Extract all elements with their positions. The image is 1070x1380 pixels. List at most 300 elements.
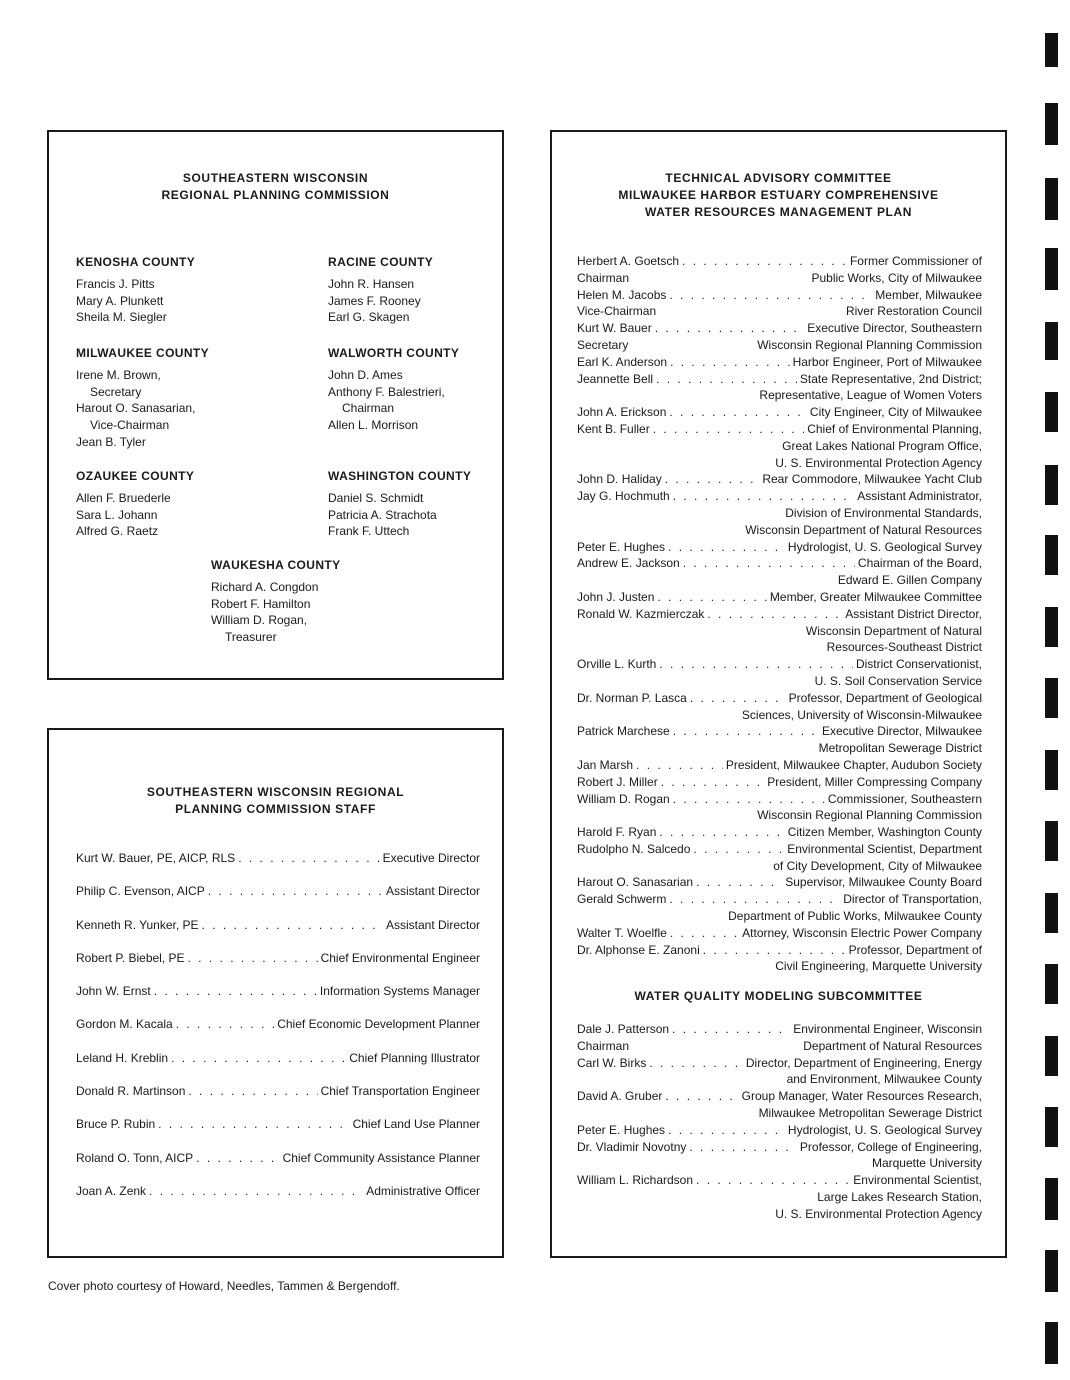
member-name: William L. Richardson bbox=[577, 1173, 694, 1188]
leader-dots bbox=[196, 1150, 279, 1167]
commissioner-name: Frank F. Uttech bbox=[328, 524, 410, 539]
leader-dots bbox=[693, 841, 784, 858]
staff-name: Kurt W. Bauer, PE, AICP, RLS bbox=[76, 851, 236, 865]
member-role-text: Great Lakes National Program Office, bbox=[782, 438, 982, 453]
staff-name: Philip C. Evenson, AICP bbox=[76, 884, 205, 899]
member-role: Assistant District Director, bbox=[845, 606, 982, 621]
member-role-continued bbox=[577, 623, 982, 640]
member-role-continued bbox=[577, 740, 982, 757]
binding-mark bbox=[1045, 103, 1058, 145]
member-name: Rudolpho N. Salcedo bbox=[577, 841, 691, 856]
committee-member bbox=[577, 874, 982, 891]
commissioner-office: Secretary bbox=[90, 384, 142, 399]
leader-dots bbox=[158, 1116, 349, 1133]
leader-dots bbox=[668, 539, 785, 556]
member-role-continued bbox=[577, 522, 982, 539]
member-role: President, Milwaukee Chapter, Audubon Society bbox=[725, 757, 982, 772]
commissioner-name: Mary A. Plunkett bbox=[76, 293, 164, 308]
member-name: Harold F. Ryan bbox=[577, 825, 657, 840]
committee-member bbox=[577, 320, 982, 354]
staff-name: Joan A. Zenk bbox=[76, 1183, 147, 1198]
committee-member bbox=[577, 774, 982, 791]
member-role: Professor, Department of bbox=[848, 942, 982, 957]
binding-mark bbox=[1045, 178, 1058, 220]
committee-member-line bbox=[577, 723, 982, 740]
member-name: Dr. Norman P. Lasca bbox=[577, 690, 687, 705]
commissioner-name: John R. Hansen bbox=[328, 276, 415, 291]
staff-box bbox=[47, 728, 504, 1258]
member-role-text: Metropolitan Sewerage District bbox=[818, 741, 982, 756]
county-name: KENOSHA COUNTY bbox=[76, 255, 196, 269]
commissioner-office: Chairman bbox=[342, 401, 395, 416]
subcommittee-title: WATER QUALITY MODELING SUBCOMMITTEE bbox=[634, 989, 923, 1003]
member-role-text: Resources-Southeast District bbox=[826, 640, 982, 655]
committee-member bbox=[577, 1172, 982, 1222]
binding-mark bbox=[1045, 535, 1058, 575]
committee-member bbox=[577, 925, 982, 942]
member-role-text: River Restoration Council bbox=[845, 304, 982, 319]
member-role-continued bbox=[577, 1206, 982, 1223]
leader-dots bbox=[669, 287, 872, 304]
member-role-continued bbox=[577, 505, 982, 522]
committee-member bbox=[577, 589, 982, 606]
member-role-text: Wisconsin Department of Natural Resources bbox=[745, 522, 982, 537]
member-role-text: U. S. Environmental Protection Agency bbox=[775, 1206, 982, 1221]
commissioner bbox=[76, 434, 276, 451]
commissioner-office: Vice-Chairman bbox=[90, 418, 170, 433]
committee-member bbox=[577, 723, 982, 757]
committee-member-line bbox=[577, 471, 982, 488]
committee-office: Chairman bbox=[577, 1038, 630, 1053]
leader-dots bbox=[690, 690, 786, 707]
county-block bbox=[76, 254, 276, 326]
member-role-continued bbox=[577, 438, 982, 455]
commissioner bbox=[76, 309, 276, 326]
member-role-text: Department of Public Works, Milwaukee County bbox=[728, 909, 982, 924]
committee-member-line bbox=[577, 589, 982, 606]
member-name: Dr. Vladimir Novotny bbox=[577, 1139, 687, 1154]
member-role: Citizen Member, Washington County bbox=[787, 825, 982, 840]
committee-member-line bbox=[577, 488, 982, 505]
commissioner-name: William D. Rogan, bbox=[211, 613, 308, 628]
staff-row bbox=[76, 1016, 480, 1049]
committee-member bbox=[577, 354, 982, 371]
member-name: Walter T. Woelfle bbox=[577, 925, 667, 940]
staff-title: Assistant Director bbox=[385, 884, 480, 899]
staff-title bbox=[49, 784, 502, 818]
county-name: RACINE COUNTY bbox=[328, 255, 434, 269]
leader-dots bbox=[668, 1122, 785, 1139]
commissioner bbox=[328, 276, 528, 293]
county-name: WAUKESHA COUNTY bbox=[211, 558, 341, 572]
commissioner-name: Sheila M. Siegler bbox=[76, 310, 167, 325]
staff-name: Robert P. Biebel, PE bbox=[76, 950, 185, 965]
member-role: Chairman of the Board, bbox=[857, 556, 982, 571]
committee-member-line bbox=[577, 925, 982, 942]
member-name: Peter E. Hughes bbox=[577, 539, 666, 554]
cover-photo-caption: Cover photo courtesy of Howard, Needles, Tammen & Bergendoff. bbox=[48, 1279, 400, 1293]
member-role: President, Miller Compressing Company bbox=[767, 774, 982, 789]
committee-member bbox=[577, 421, 982, 471]
member-role-text: Wisconsin Regional Planning Commission bbox=[757, 337, 982, 352]
leader-dots bbox=[238, 850, 379, 867]
leader-dots bbox=[202, 917, 383, 934]
member-name: Kent B. Fuller bbox=[577, 421, 650, 436]
staff-row bbox=[76, 883, 480, 916]
commissioner bbox=[211, 579, 411, 596]
member-name: Dr. Alphonse E. Zanoni bbox=[577, 942, 700, 957]
county-name: MILWAUKEE COUNTY bbox=[76, 346, 210, 360]
leader-dots bbox=[656, 371, 797, 388]
leader-dots bbox=[673, 791, 825, 808]
member-name: Jay G. Hochmuth bbox=[577, 489, 670, 504]
member-name: David A. Gruber bbox=[577, 1089, 663, 1104]
binding-mark bbox=[1045, 607, 1058, 647]
subcommittee-member-list bbox=[577, 1021, 982, 1223]
member-name: Kurt W. Bauer bbox=[577, 321, 652, 336]
leader-dots bbox=[670, 354, 790, 371]
member-role-text: U. S. Soil Conservation Service bbox=[814, 673, 982, 688]
member-role: Assistant Administrator, bbox=[857, 489, 982, 504]
staff-title-line2: PLANNING COMMISSION STAFF bbox=[175, 802, 376, 816]
commissioner-name: James F. Rooney bbox=[328, 293, 421, 308]
tac-title-line1: TECHNICAL ADVISORY COMMITTEE bbox=[665, 171, 892, 185]
member-role-text: Public Works, City of Milwaukee bbox=[811, 270, 982, 285]
leader-dots bbox=[669, 891, 840, 908]
staff-title: Chief Economic Development Planner bbox=[277, 1017, 480, 1032]
committee-member-line bbox=[577, 874, 982, 891]
committee-member-line bbox=[577, 656, 982, 673]
member-role-text: Representative, League of Women Voters bbox=[759, 388, 982, 403]
member-name: John J. Justen bbox=[577, 589, 655, 604]
commissioner-name: Jean B. Tyler bbox=[76, 434, 146, 449]
commission-title-line1: SOUTHEASTERN WISCONSIN bbox=[182, 171, 369, 185]
leader-dots bbox=[673, 723, 819, 740]
committee-member bbox=[577, 757, 982, 774]
committee-office: Vice-Chairman bbox=[577, 304, 657, 319]
binding-mark bbox=[1045, 678, 1058, 718]
member-role-text: Wisconsin Regional Planning Commission bbox=[757, 808, 982, 823]
member-role: Hydrologist, U. S. Geological Survey bbox=[787, 1122, 982, 1137]
member-role-continued bbox=[577, 908, 982, 925]
commissioner bbox=[211, 596, 411, 613]
binding-mark bbox=[1045, 1322, 1058, 1364]
member-role-continued bbox=[577, 1155, 982, 1172]
member-role: Professor, Department of Geological bbox=[788, 690, 982, 705]
committee-member-line bbox=[577, 891, 982, 908]
member-role: Executive Director, Southeastern bbox=[807, 321, 982, 336]
commissioner bbox=[76, 276, 276, 293]
county-block bbox=[328, 254, 528, 326]
commissioner-name: Sara L. Johann bbox=[76, 507, 158, 522]
committee-member bbox=[577, 1122, 982, 1139]
commissioner-name: Irene M. Brown, bbox=[76, 367, 161, 382]
leader-dots bbox=[683, 555, 855, 572]
committee-member-line bbox=[577, 1122, 982, 1139]
member-role: Hydrologist, U. S. Geological Survey bbox=[787, 539, 982, 554]
commissioner bbox=[211, 612, 411, 646]
member-role-text: of City Development, City of Milwaukee bbox=[773, 858, 982, 873]
member-role: Environmental Scientist, bbox=[853, 1173, 982, 1188]
committee-member-line bbox=[577, 774, 982, 791]
binding-mark bbox=[1045, 1107, 1058, 1147]
committee-member bbox=[577, 287, 982, 321]
commissioner bbox=[328, 384, 528, 418]
commissioner bbox=[328, 293, 528, 310]
member-role: City Engineer, City of Milwaukee bbox=[809, 405, 982, 420]
commissioner bbox=[328, 367, 528, 384]
leader-dots bbox=[154, 983, 317, 1000]
committee-member-line bbox=[577, 757, 982, 774]
committee-member bbox=[577, 1139, 982, 1173]
member-name: Carl W. Birks bbox=[577, 1055, 647, 1070]
committee-member-line bbox=[577, 1021, 982, 1038]
staff-row bbox=[76, 1050, 480, 1083]
member-role-continued bbox=[577, 303, 982, 320]
committee-member-line bbox=[577, 287, 982, 304]
leader-dots bbox=[188, 950, 318, 967]
member-role: Director, Department of Engineering, Energy bbox=[745, 1055, 982, 1070]
member-role-continued bbox=[577, 673, 982, 690]
leader-dots bbox=[703, 942, 846, 959]
member-role: Group Manager, Water Resources Research, bbox=[741, 1089, 982, 1104]
staff-name: Roland O. Tonn, AICP bbox=[76, 1150, 194, 1165]
leader-dots bbox=[696, 874, 782, 891]
member-role-continued bbox=[577, 807, 982, 824]
leader-dots bbox=[657, 589, 767, 606]
member-role-continued bbox=[577, 387, 982, 404]
county-name: OZAUKEE COUNTY bbox=[76, 469, 195, 483]
staff-title-line1: SOUTHEASTERN WISCONSIN REGIONAL bbox=[146, 785, 405, 799]
member-role-text: Milwaukee Metropolitan Sewerage District bbox=[758, 1105, 982, 1120]
member-role-continued bbox=[577, 337, 982, 354]
technical-advisory-committee-box bbox=[550, 130, 1007, 1258]
leader-dots bbox=[669, 404, 807, 421]
commissioner bbox=[328, 309, 528, 326]
leader-dots bbox=[665, 1088, 738, 1105]
commissioner-name: Alfred G. Raetz bbox=[76, 524, 159, 539]
commission-box bbox=[47, 130, 504, 680]
member-role: Commissioner, Southeastern bbox=[827, 791, 982, 806]
leader-dots bbox=[661, 774, 765, 791]
commissioner bbox=[76, 293, 276, 310]
committee-member-line bbox=[577, 404, 982, 421]
commissioner bbox=[76, 367, 276, 401]
member-name: Ronald W. Kazmierczak bbox=[577, 606, 705, 621]
staff-name: Kenneth R. Yunker, PE bbox=[76, 917, 199, 932]
committee-member bbox=[577, 791, 982, 825]
staff-title: Chief Land Use Planner bbox=[352, 1117, 480, 1132]
member-role-text: Edward E. Gillen Company bbox=[837, 573, 982, 588]
binding-mark bbox=[1045, 248, 1058, 290]
committee-member-line bbox=[577, 371, 982, 388]
binding-mark bbox=[1045, 465, 1058, 505]
leader-dots bbox=[149, 1183, 363, 1200]
leader-dots bbox=[670, 925, 739, 942]
commissioner-name: Richard A. Congdon bbox=[211, 579, 319, 594]
committee-member-line bbox=[577, 1172, 982, 1189]
staff-name: John W. Ernst bbox=[76, 984, 151, 999]
leader-dots bbox=[655, 320, 805, 337]
binding-mark bbox=[1045, 821, 1058, 861]
committee-member bbox=[577, 1055, 982, 1089]
staff-title: Chief Planning Illustrator bbox=[349, 1050, 480, 1065]
member-name: William D. Rogan bbox=[577, 791, 670, 806]
staff-title: Administrative Officer bbox=[366, 1183, 480, 1198]
leader-dots bbox=[682, 253, 847, 270]
commissioner-name: Robert F. Hamilton bbox=[211, 596, 311, 611]
member-name: Peter E. Hughes bbox=[577, 1122, 666, 1137]
committee-member-line bbox=[577, 555, 982, 572]
tac-title-line3: WATER RESOURCES MANAGEMENT PLAN bbox=[644, 205, 913, 219]
committee-member-line bbox=[577, 824, 982, 841]
leader-dots bbox=[208, 883, 383, 900]
binding-mark bbox=[1045, 1178, 1058, 1220]
leader-dots bbox=[672, 1021, 790, 1038]
tac-title bbox=[552, 170, 1005, 221]
commissioner-name: Harout O. Sanasarian, bbox=[76, 401, 196, 416]
member-role-text: Sciences, University of Wisconsin-Milwaukee bbox=[741, 707, 982, 722]
staff-list bbox=[76, 850, 480, 1216]
leader-dots bbox=[636, 757, 723, 774]
commissioner-name: Patricia A. Strachota bbox=[328, 507, 437, 522]
binding-mark bbox=[1045, 392, 1058, 432]
member-name: Orville L. Kurth bbox=[577, 657, 657, 672]
county-block bbox=[328, 468, 528, 540]
committee-member-line bbox=[577, 1055, 982, 1072]
commissioner-name: Francis J. Pitts bbox=[76, 276, 155, 291]
committee-member bbox=[577, 1088, 982, 1122]
member-name: Jeannette Bell bbox=[577, 371, 654, 386]
commissioner bbox=[328, 490, 528, 507]
committee-member-line bbox=[577, 606, 982, 623]
committee-office: Chairman bbox=[577, 270, 630, 285]
member-name: Herbert A. Goetsch bbox=[577, 254, 680, 268]
member-role: Environmental Scientist, Department bbox=[787, 841, 982, 856]
member-role: Director of Transportation, bbox=[843, 892, 982, 907]
committee-member bbox=[577, 253, 982, 287]
staff-title: Chief Transportation Engineer bbox=[320, 1084, 480, 1099]
member-role-continued bbox=[577, 639, 982, 656]
member-role: Member, Greater Milwaukee Committee bbox=[769, 589, 982, 604]
committee-member bbox=[577, 488, 982, 538]
member-role: Supervisor, Milwaukee County Board bbox=[785, 875, 982, 890]
member-role-continued bbox=[577, 1038, 982, 1055]
member-role-continued bbox=[577, 707, 982, 724]
committee-office: Secretary bbox=[577, 337, 629, 352]
member-role: State Representative, 2nd District; bbox=[799, 371, 982, 386]
committee-member bbox=[577, 404, 982, 421]
committee-member bbox=[577, 824, 982, 841]
member-role-text: U. S. Environmental Protection Agency bbox=[775, 455, 982, 470]
member-name: Dale J. Patterson bbox=[577, 1022, 670, 1036]
member-role-text: Large Lakes Research Station, bbox=[817, 1189, 982, 1204]
commissioner-name: Anthony F. Balestrieri, bbox=[328, 384, 445, 399]
commissioner bbox=[76, 507, 276, 524]
committee-member bbox=[577, 555, 982, 589]
member-name: Earl K. Anderson bbox=[577, 354, 668, 369]
leader-dots bbox=[649, 1055, 743, 1072]
member-role-text: Wisconsin Department of Natural bbox=[805, 623, 982, 638]
committee-member bbox=[577, 471, 982, 488]
member-name: John D. Haliday bbox=[577, 472, 662, 487]
leader-dots bbox=[171, 1050, 346, 1067]
leader-dots bbox=[696, 1172, 850, 1189]
county-block bbox=[76, 345, 276, 451]
committee-member-line bbox=[577, 320, 982, 337]
committee-member-line bbox=[577, 1139, 982, 1156]
binding-mark bbox=[1045, 33, 1058, 67]
member-role-continued bbox=[577, 958, 982, 975]
county-name: WALWORTH COUNTY bbox=[328, 346, 460, 360]
committee-member bbox=[577, 371, 982, 405]
committee-member bbox=[577, 841, 982, 875]
leader-dots bbox=[707, 606, 842, 623]
committee-member-line bbox=[577, 791, 982, 808]
staff-row bbox=[76, 1116, 480, 1149]
leader-dots bbox=[659, 656, 853, 673]
member-role-text: and Environment, Milwaukee County bbox=[786, 1072, 982, 1087]
committee-member bbox=[577, 942, 982, 976]
staff-row bbox=[76, 950, 480, 983]
leader-dots bbox=[673, 488, 855, 505]
staff-title: Information Systems Manager bbox=[319, 984, 480, 999]
leader-dots bbox=[659, 824, 784, 841]
staff-row bbox=[76, 1150, 480, 1183]
commissioner-name: Earl G. Skagen bbox=[328, 310, 410, 325]
committee-member bbox=[577, 891, 982, 925]
staff-title: Executive Director bbox=[382, 851, 480, 865]
binding-mark bbox=[1045, 1250, 1058, 1292]
commissioner-name: John D. Ames bbox=[328, 367, 403, 382]
commissioner-name: Daniel S. Schmidt bbox=[328, 490, 424, 505]
binding-mark bbox=[1045, 1036, 1058, 1076]
staff-name: Gordon M. Kacala bbox=[76, 1017, 173, 1032]
member-role-text: Civil Engineering, Marquette University bbox=[775, 959, 982, 974]
leader-dots bbox=[188, 1083, 317, 1100]
binding-mark bbox=[1045, 893, 1058, 933]
leader-dots bbox=[176, 1016, 275, 1033]
commission-title-line2: REGIONAL PLANNING COMMISSION bbox=[161, 188, 390, 202]
staff-row bbox=[76, 917, 480, 950]
staff-title: Chief Environmental Engineer bbox=[320, 950, 480, 965]
staff-row bbox=[76, 1183, 480, 1216]
member-role: Environmental Engineer, Wisconsin bbox=[793, 1022, 982, 1036]
commissioner bbox=[76, 400, 276, 434]
member-role-continued bbox=[577, 455, 982, 472]
staff-name: Leland H. Kreblin bbox=[76, 1050, 169, 1065]
member-role-text: Division of Environmental Standards, bbox=[785, 505, 982, 520]
committee-member-line bbox=[577, 690, 982, 707]
committee-member-line bbox=[577, 1088, 982, 1105]
committee-member bbox=[577, 690, 982, 724]
committee-member-line bbox=[577, 253, 982, 270]
member-role: District Conservationist, bbox=[855, 657, 982, 672]
binding-mark bbox=[1045, 750, 1058, 790]
staff-name: Donald R. Martinson bbox=[76, 1084, 186, 1099]
member-role-continued bbox=[577, 572, 982, 589]
member-role: Chief of Environmental Planning, bbox=[807, 421, 982, 436]
member-role-continued bbox=[577, 1189, 982, 1206]
county-block bbox=[76, 468, 276, 540]
member-role: Attorney, Wisconsin Electric Power Company bbox=[742, 925, 982, 940]
staff-name: Bruce P. Rubin bbox=[76, 1117, 156, 1132]
binding-mark bbox=[1045, 322, 1058, 360]
county-block bbox=[328, 345, 528, 434]
staff-row bbox=[76, 850, 480, 883]
member-role-text: Department of Natural Resources bbox=[803, 1038, 982, 1053]
member-name: Patrick Marchese bbox=[577, 724, 670, 739]
